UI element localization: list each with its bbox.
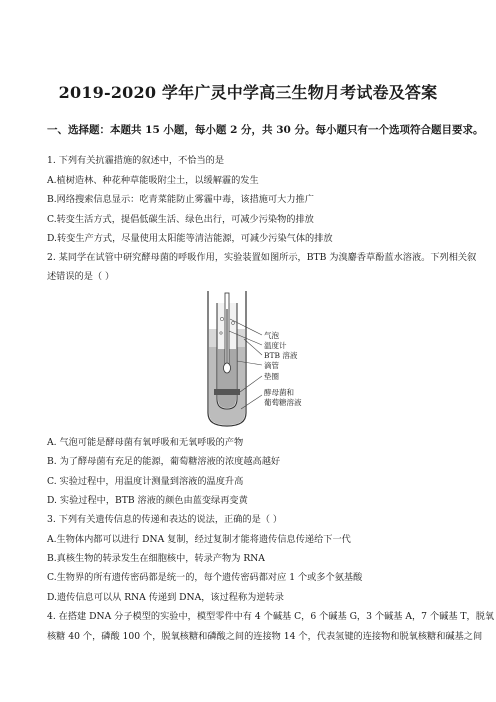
question-1-option-a: A.植树造林、种花种草能吸附尘土，以缓解霾的发生 (47, 175, 259, 186)
question-4-stem-line1: 4. 在搭建 DNA 分子模型的实验中，模型零件中有 4 个碱基 C，6 个碱基 G，3 个碱基 A，7 个碱基 T，脱氧 (47, 611, 495, 622)
question-1-option-d: D.转变生产方式，尽量使用太阳能等清洁能源，可减少污染气体的排放 (47, 233, 333, 244)
page-title: 2019-2020 学年广灵中学高三生物月考试卷及答案 (58, 83, 438, 102)
question-3-option-d: D.遗传信息可以从 RNA 传递到 DNA，该过程称为逆转录 (47, 592, 284, 603)
test-tube-figure (196, 289, 346, 428)
label-dropper: 滴管 (264, 361, 279, 370)
question-2-option-b: B. 为了酵母菌有充足的能源，葡萄糖溶液的浓度越高越好 (47, 456, 281, 467)
label-thermometer: 温度计 (264, 341, 287, 350)
label-btb-solution: BTB 溶液 (264, 351, 298, 360)
test-tube-diagram (196, 289, 346, 428)
question-2-option-a: A. 气泡可能是酵母菌有氧呼吸和无氧呼吸的产物 (47, 437, 244, 448)
question-2-stem-line2: 述错误的是（ ） (47, 271, 115, 282)
question-3-option-a: A.生物体内都可以进行 DNA 复制，经过复制才能将遗传信息传递给下一代 (47, 534, 351, 545)
question-1-option-c: C.转变生活方式，提倡低碳生活、绿色出行，可减少污染物的排放 (47, 214, 314, 225)
question-2-option-d: D. 实验过程中，BTB 溶液的颜色由蓝变绿再变黄 (47, 495, 248, 506)
label-glucose-solution: 葡萄糖溶液 (264, 398, 302, 407)
question-2-stem-line1: 2. 某同学在试管中研究酵母菌的呼吸作用，实验装置如图所示，BTB 为溴麝香草酚蓝水溶液。下列相关叙 (47, 252, 477, 263)
question-1-stem: 1. 下列有关抗霾措施的叙述中，不恰当的是 (47, 155, 225, 166)
label-bubble: 气泡 (264, 331, 279, 340)
question-1-option-b: B.网络搜索信息显示：吃青菜能防止雾霾中毒，该措施可大力推广 (47, 194, 314, 205)
label-gasket: 垫圈 (264, 372, 279, 381)
question-4-stem-line2: 核糖 40 个，磷酸 100 个，脱氧核糖和磷酸之间的连接物 14 个，代表氢键的连接物和脱氧核糖和碱基之间 (47, 631, 483, 642)
question-3-option-c: C.生物界的所有遗传密码都是统一的，每个遗传密码都对应 1 个或多个氨基酸 (47, 572, 363, 583)
question-2-option-c: C. 实验过程中，用温度计测量到溶液的温度升高 (47, 476, 244, 487)
question-3-option-b: B.真核生物的转录发生在细胞核中，转录产物为 RNA (47, 553, 265, 564)
label-yeast: 酵母菌和 (264, 388, 294, 397)
section-heading: 一、选择题：本题共 15 小题，每小题 2 分，共 30 分。每小题只有一个选项符合题目要求。 (47, 124, 484, 136)
question-3-stem: 3. 下列有关遗传信息的传递和表达的说法，正确的是（ ） (47, 514, 283, 525)
